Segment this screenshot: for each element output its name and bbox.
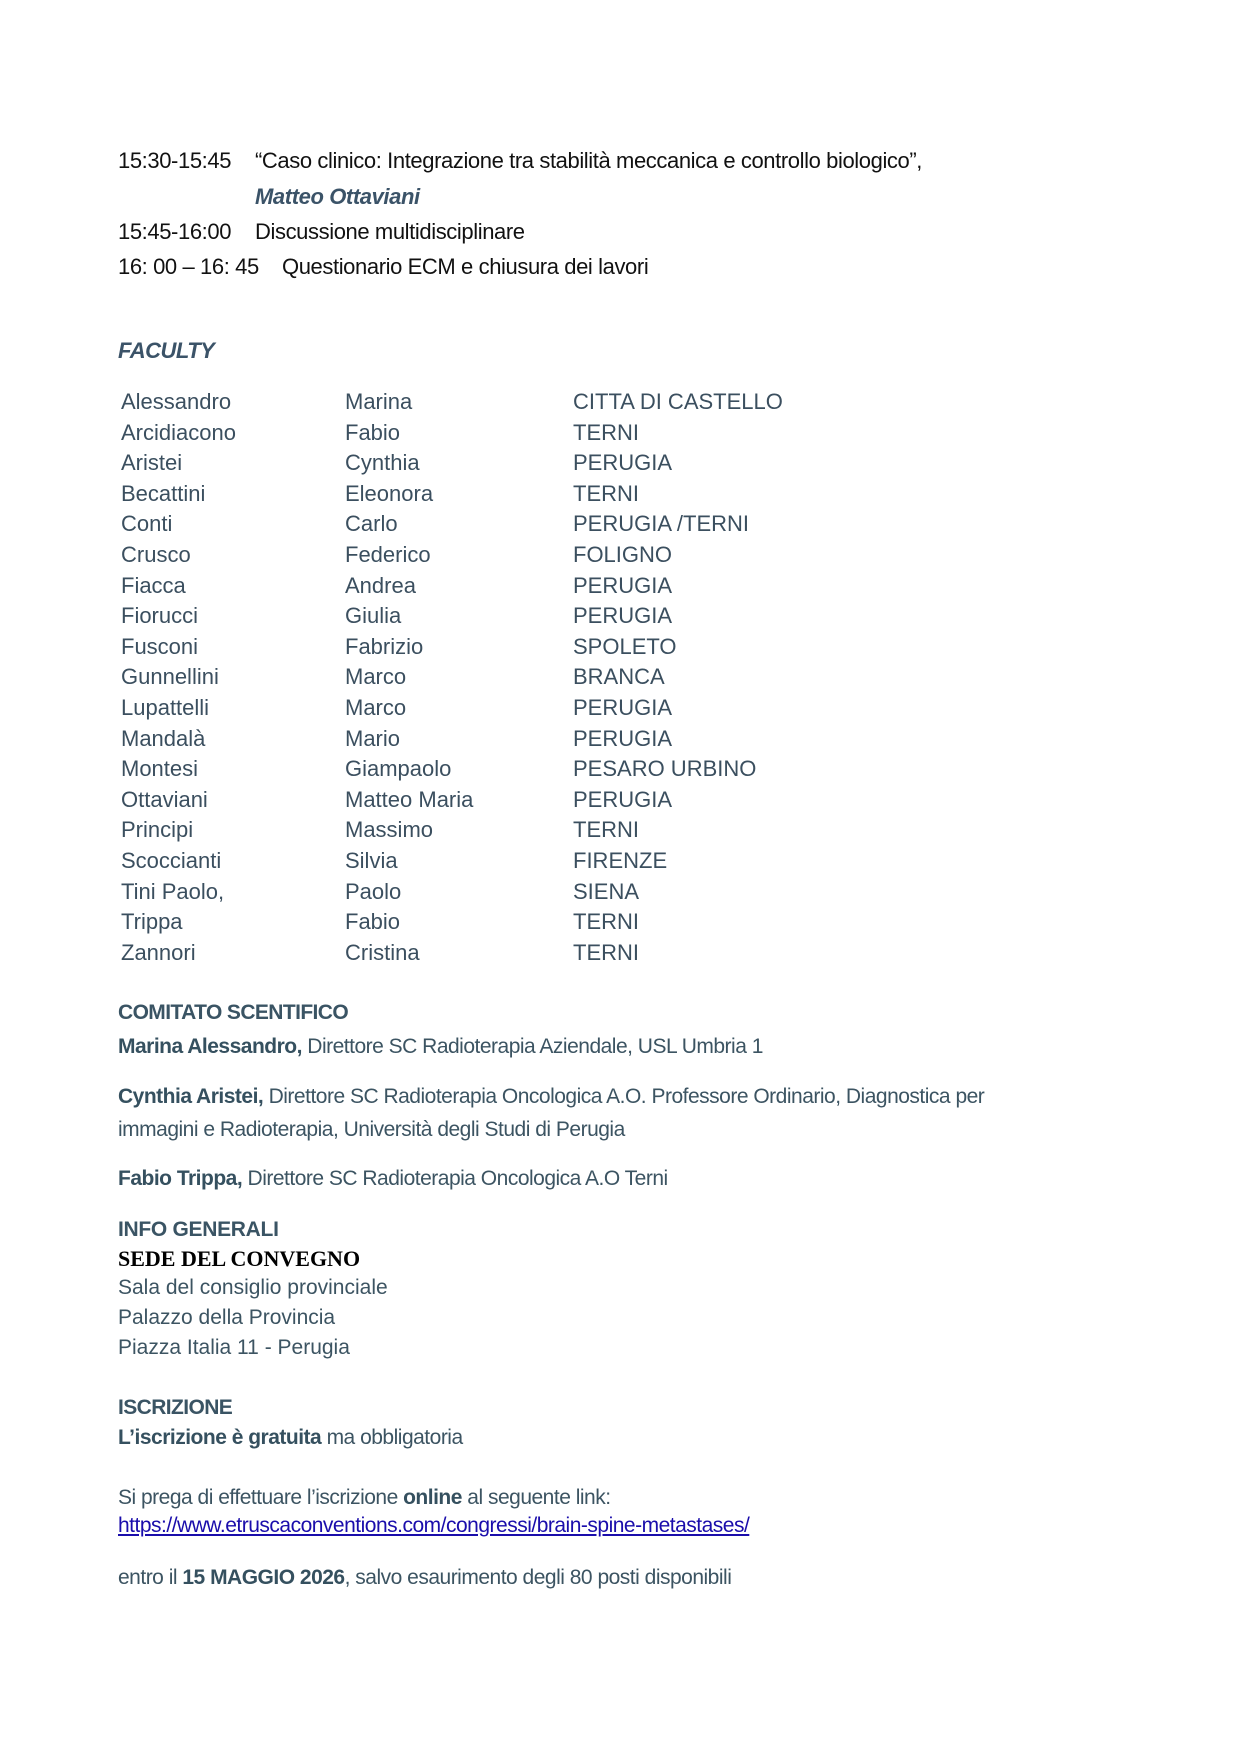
faculty-surname: Tini Paolo,	[121, 879, 225, 904]
member-name: Cynthia Aristei,	[118, 1085, 264, 1108]
faculty-name: Marina	[345, 389, 413, 414]
schedule-time: 15:45-16:00	[118, 219, 232, 244]
faculty-name: Marco	[345, 664, 407, 689]
registration-free-bold: L’iscrizione è gratuita	[118, 1426, 322, 1449]
faculty-name: Federico	[345, 542, 431, 567]
committee-member	[118, 1035, 763, 1059]
schedule-item	[118, 148, 231, 174]
faculty-title: FACULTY	[118, 338, 215, 363]
faculty-surname: Zannori	[121, 940, 196, 965]
faculty-surname: Conti	[121, 511, 173, 536]
faculty-city: TERNI	[573, 420, 639, 445]
faculty-name: Fabrizio	[345, 634, 424, 659]
info-title: INFO GENERALI	[118, 1218, 279, 1241]
schedule-time: 15:30-15:45	[118, 148, 232, 173]
faculty-name: Cristina	[345, 940, 420, 965]
member-role: Direttore SC Radioterapia Aziendale, USL Umbria 1	[301, 1035, 763, 1058]
registration-online-post: al seguente link:	[461, 1486, 611, 1509]
faculty-name: Giampaolo	[345, 756, 452, 781]
committee-member	[118, 1085, 984, 1109]
schedule-title: Questionario ECM e chiusura dei lavori	[282, 254, 649, 279]
faculty-city: PERUGIA /TERNI	[573, 511, 750, 536]
faculty-name: Mario	[345, 726, 401, 751]
committee-member	[118, 1167, 668, 1191]
faculty-city: TERNI	[573, 909, 639, 934]
faculty-surname: Ottaviani	[121, 787, 208, 812]
faculty-city: TERNI	[573, 940, 639, 965]
member-role-continued: immagini e Radioterapia, Università degli Studi di Perugia	[118, 1118, 625, 1141]
registration-deadline	[118, 1566, 731, 1590]
faculty-city: PERUGIA	[573, 573, 673, 598]
faculty-surname: Scoccianti	[121, 848, 222, 873]
faculty-surname: Becattini	[121, 481, 206, 506]
schedule-speaker-wrap	[255, 184, 420, 210]
faculty-name: Massimo	[345, 817, 434, 842]
registration-online-bold: online	[403, 1486, 462, 1509]
faculty-name: Fabio	[345, 420, 401, 445]
faculty-name: Paolo	[345, 879, 402, 904]
faculty-city: PERUGIA	[573, 787, 673, 812]
schedule-title: “Caso clinico: Integrazione tra stabilità meccanica e controllo biologico”,	[255, 148, 923, 173]
faculty-city: FOLIGNO	[573, 542, 673, 567]
faculty-city: SPOLETO	[573, 634, 677, 659]
venue-line: Piazza Italia 11 - Perugia	[118, 1336, 350, 1359]
registration-online-pre: Si prega di effettuare l’iscrizione	[118, 1486, 404, 1509]
venue-line: Sala del consiglio provinciale	[118, 1276, 388, 1299]
member-name: Marina Alessandro,	[118, 1035, 302, 1058]
committee-title: COMITATO SCENTIFICO	[118, 1001, 349, 1024]
faculty-name: Giulia	[345, 603, 402, 628]
faculty-city: PESARO URBINO	[573, 756, 757, 781]
deadline-pre: entro il	[118, 1566, 183, 1589]
registration-title: ISCRIZIONE	[118, 1396, 233, 1419]
faculty-name: Andrea	[345, 573, 416, 598]
faculty-surname: Aristei	[121, 450, 183, 475]
faculty-surname: Lupattelli	[121, 695, 210, 720]
faculty-surname: Fiacca	[121, 573, 186, 598]
member-name: Fabio Trippa,	[118, 1167, 243, 1190]
faculty-city: BRANCA	[573, 664, 665, 689]
faculty-city: TERNI	[573, 817, 639, 842]
faculty-name: Eleonora	[345, 481, 434, 506]
faculty-city: PERUGIA	[573, 726, 673, 751]
faculty-surname: Fiorucci	[121, 603, 199, 628]
faculty-surname: Principi	[121, 817, 194, 842]
faculty-surname: Alessandro	[121, 389, 232, 414]
registration-link[interactable]: https://www.etruscaconventions.com/congressi/brain-spine-metastases/	[118, 1514, 750, 1537]
faculty-surname: Gunnellini	[121, 664, 219, 689]
faculty-name: Fabio	[345, 909, 401, 934]
registration-online	[118, 1486, 611, 1510]
faculty-surname: Fusconi	[121, 634, 199, 659]
venue-line: Palazzo della Provincia	[118, 1306, 336, 1329]
faculty-city: CITTA DI CASTELLO	[573, 389, 783, 414]
faculty-city: PERUGIA	[573, 603, 673, 628]
faculty-surname: Crusco	[121, 542, 191, 567]
faculty-city: TERNI	[573, 481, 639, 506]
venue-title: SEDE DEL CONVEGNO	[118, 1246, 361, 1271]
registration-free-rest: ma obbligatoria	[321, 1426, 463, 1449]
member-role: Direttore SC Radioterapia Oncologica A.O. Professore Ordinario, Diagnostica per	[263, 1085, 985, 1108]
registration-free	[118, 1426, 463, 1450]
deadline-post: , salvo esaurimento degli 80 posti disponibili	[344, 1566, 732, 1589]
faculty-name: Silvia	[345, 848, 398, 873]
faculty-surname: Arcidiacono	[121, 420, 236, 445]
faculty-surname: Trippa	[121, 909, 183, 934]
member-role: Direttore SC Radioterapia Oncologica A.O Terni	[242, 1167, 668, 1190]
deadline-date: 15 MAGGIO 2026	[182, 1566, 345, 1589]
faculty-surname: Montesi	[121, 756, 199, 781]
faculty-city: PERUGIA	[573, 695, 673, 720]
faculty-name: Marco	[345, 695, 407, 720]
faculty-city: FIRENZE	[573, 848, 668, 873]
faculty-city: PERUGIA	[573, 450, 673, 475]
schedule-time: 16: 00 – 16: 45	[118, 254, 259, 279]
faculty-name: Matteo Maria	[345, 787, 474, 812]
schedule-speaker: Matteo Ottaviani	[255, 184, 420, 209]
schedule-title: Discussione multidisciplinare	[255, 219, 525, 244]
faculty-surname: Mandalà	[121, 726, 206, 751]
faculty-name: Cynthia	[345, 450, 420, 475]
faculty-city: SIENA	[573, 879, 640, 904]
faculty-name: Carlo	[345, 511, 398, 536]
